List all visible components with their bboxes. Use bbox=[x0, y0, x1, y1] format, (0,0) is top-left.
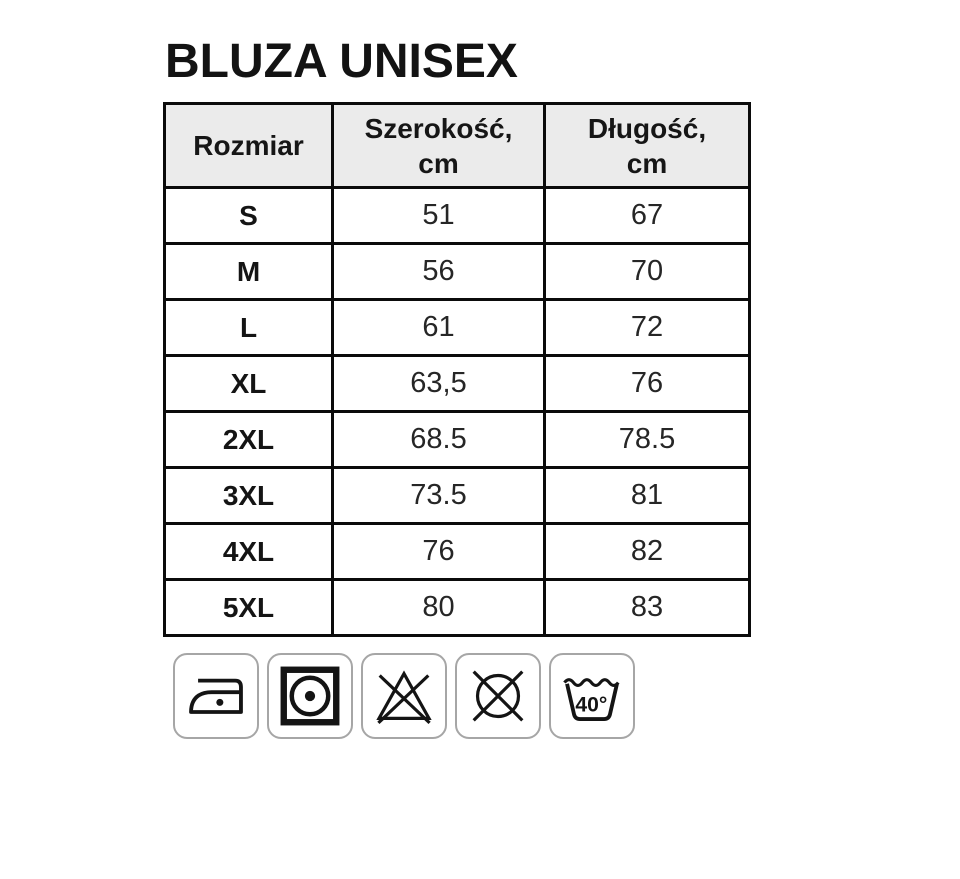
page-title: BLUZA UNISEX bbox=[165, 35, 518, 88]
table-row bbox=[165, 580, 750, 636]
wash-temperature-label: 40° bbox=[575, 693, 608, 717]
do-not-bleach-glyph bbox=[372, 664, 436, 728]
length-cell: 76 bbox=[545, 356, 750, 412]
width-cell: 63,5 bbox=[333, 356, 545, 412]
column-header-size bbox=[165, 104, 333, 188]
length-cell: 78.5 bbox=[545, 412, 750, 468]
column-header-size-label: Rozmiar bbox=[193, 130, 304, 161]
table-row bbox=[165, 300, 750, 356]
size-table bbox=[163, 102, 751, 637]
tumble-dry-low-heat-icon bbox=[267, 653, 353, 739]
column-header-length-label: Długość, bbox=[587, 112, 707, 144]
length-cell: 67 bbox=[545, 188, 750, 244]
tumble-dry-glyph bbox=[278, 664, 342, 728]
do-not-dry-clean-glyph bbox=[466, 664, 530, 728]
table-row bbox=[165, 412, 750, 468]
table-header-row bbox=[165, 104, 750, 188]
wash-tub-glyph bbox=[560, 664, 624, 728]
do-not-dry-clean-icon bbox=[455, 653, 541, 739]
length-cell: 81 bbox=[545, 468, 750, 524]
width-cell: 68.5 bbox=[333, 412, 545, 468]
column-header-length-unit: cm bbox=[626, 147, 668, 179]
care-icons-row bbox=[173, 653, 960, 739]
table-row bbox=[165, 244, 750, 300]
size-cell: M bbox=[165, 244, 333, 300]
length-cell: 83 bbox=[545, 580, 750, 636]
width-cell: 56 bbox=[333, 244, 545, 300]
size-cell: 3XL bbox=[165, 468, 333, 524]
size-cell: L bbox=[165, 300, 333, 356]
column-header-width-unit: cm bbox=[418, 147, 459, 179]
table-row bbox=[165, 356, 750, 412]
table-row bbox=[165, 524, 750, 580]
column-header-width-label: Szerokość, bbox=[364, 112, 513, 144]
size-cell: 2XL bbox=[165, 412, 333, 468]
size-cell: S bbox=[165, 188, 333, 244]
size-cell: 5XL bbox=[165, 580, 333, 636]
table-row bbox=[165, 188, 750, 244]
table-row bbox=[165, 468, 750, 524]
iron-glyph bbox=[184, 664, 248, 728]
column-header-width bbox=[333, 104, 545, 188]
column-header-length bbox=[545, 104, 750, 188]
do-not-bleach-icon bbox=[361, 653, 447, 739]
width-cell: 51 bbox=[333, 188, 545, 244]
length-cell: 70 bbox=[545, 244, 750, 300]
iron-low-temperature-icon bbox=[173, 653, 259, 739]
width-cell: 61 bbox=[333, 300, 545, 356]
width-cell: 80 bbox=[333, 580, 545, 636]
length-cell: 72 bbox=[545, 300, 750, 356]
size-cell: 4XL bbox=[165, 524, 333, 580]
length-cell: 82 bbox=[545, 524, 750, 580]
size-cell: XL bbox=[165, 356, 333, 412]
width-cell: 73.5 bbox=[333, 468, 545, 524]
machine-wash-40-icon bbox=[549, 653, 635, 739]
width-cell: 76 bbox=[333, 524, 545, 580]
